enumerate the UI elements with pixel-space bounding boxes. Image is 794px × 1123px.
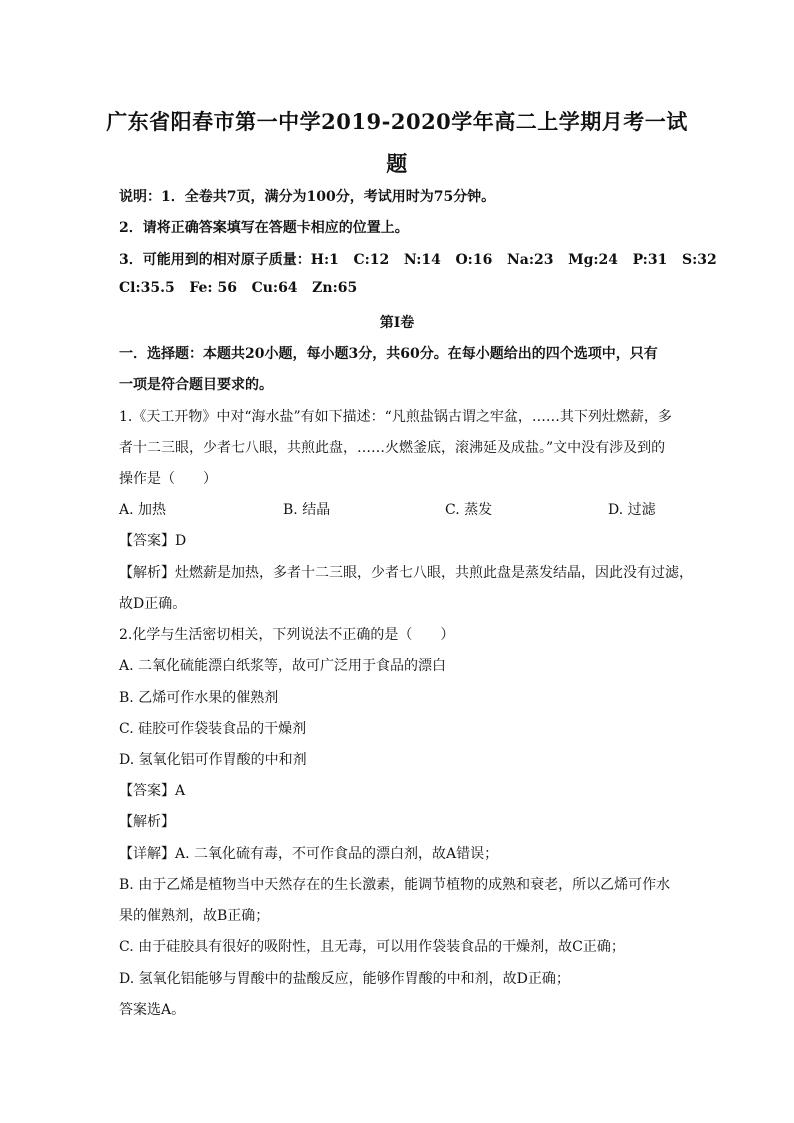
doc-title-line2: 题: [386, 151, 408, 176]
q2-detail-line4: C. 由于硅胶具有很好的吸附性，且无毒，可以用作袋装食品的干燥剂，故C正确；: [119, 939, 625, 955]
q2-stem: 2.化学与生活密切相关，下列说法不正确的是（ ）: [119, 627, 455, 643]
q1-answer: 【答案】D: [119, 533, 187, 549]
q2-option-c: C. 硅胶可作袋装食品的干燥剂: [119, 721, 307, 737]
note-4: Cl:35.5 Fe: 56 Cu:64 Zn:65: [119, 280, 358, 296]
note-3: 3．可能用到的相对原子质量：H:1 C:12 N:14 O:16 Na:23 Mg:24 P:31 S:32: [119, 252, 717, 268]
q1-analysis-line1: 【解析】灶燃薪是加热，多者十二三眼，少者七八眼，共煎此盘是蒸发结晶，因此没有过滤，: [119, 565, 693, 581]
q2-answer: 【答案】A: [119, 783, 186, 799]
note-1: 说明：1．全卷共7页，满分为100分，考试用时为75分钟。: [119, 189, 496, 205]
q1-option-c: C. 蒸发: [445, 502, 493, 518]
q2-option-d: D. 氢氧化铝可作胃酸的中和剂: [119, 752, 307, 768]
q2-option-a: A. 二氧化硫能漂白纸浆等，故可广泛用于食品的漂白: [119, 658, 447, 674]
q2-detail-line3: 果的催熟剂，故B正确；: [119, 908, 270, 924]
q1-stem-line2: 者十二三眼，少者七八眼，共煎此盘，……火燃釜底，滚沸延及成盐。”文中没有涉及到的: [119, 440, 666, 456]
q1-option-d: D. 过滤: [608, 502, 656, 518]
q1-analysis-line2: 故D正确。: [119, 596, 187, 612]
q2-analysis-heading: 【解析】: [119, 814, 175, 830]
q1-option-b: B. 结晶: [283, 502, 331, 518]
volume-heading: 第I卷: [379, 315, 415, 331]
q2-detail-line1: 【详解】A. 二氧化硫有毒，不可作食品的漂白剂，故A错误；: [119, 846, 499, 862]
section-heading-line2: 一项是符合题目要求的。: [119, 377, 273, 393]
note-2: 2．请将正确答案填写在答题卡相应的位置上。: [119, 220, 409, 236]
q1-stem-line1: 1.《天工开物》中对“海水盐”有如下描述：“凡煎盐锅古谓之牢盆，……其下列灶燃薪，多: [119, 409, 672, 425]
q2-option-b: B. 乙烯可作水果的催熟剂: [119, 690, 279, 706]
q2-detail-line5: D. 氢氧化铝能够与胃酸中的盐酸反应，能够作胃酸的中和剂，故D正确；: [119, 971, 570, 987]
section-heading-line1: 一．选择题：本题共20小题，每小题3分，共60分。在每小题给出的四个选项中，只有: [119, 346, 658, 362]
q1-option-a: A. 加热: [119, 502, 167, 518]
q1-stem-line3: 操作是（ ）: [119, 471, 217, 487]
q2-detail-line6: 答案选A。: [119, 1002, 186, 1018]
doc-title-line1: 广东省阳春市第一中学2019-2020学年高二上学期月考一试: [106, 109, 688, 134]
q2-detail-line2: B. 由于乙烯是植物当中天然存在的生长激素，能调节植物的成熟和衰老，所以乙烯可作水: [119, 877, 671, 893]
